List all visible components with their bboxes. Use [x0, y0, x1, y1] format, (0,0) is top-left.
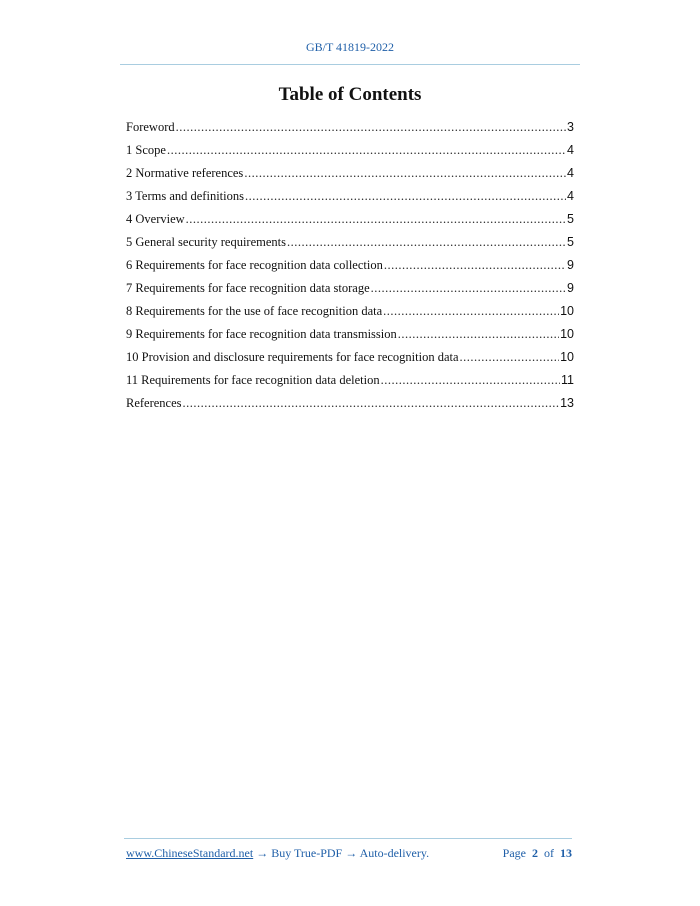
toc-entry[interactable] — [126, 254, 574, 277]
of-word: of — [544, 846, 554, 860]
toc-dot-leader — [167, 139, 566, 162]
toc-entry-page-number: 11 — [561, 373, 574, 387]
toc-entry-label: 8 Requirements for the use of face recognition data — [126, 304, 383, 318]
header-divider — [120, 64, 580, 65]
toc-entry-label: 6 Requirements for face recognition data collection — [126, 258, 383, 272]
toc-entry[interactable] — [126, 369, 574, 392]
toc-entry-label: 3 Terms and definitions — [126, 189, 244, 203]
page-indicator — [503, 846, 572, 861]
footer-promo — [126, 846, 429, 861]
document-header — [0, 40, 700, 55]
footer-tagline: → Buy True-PDF → Auto-delivery. — [253, 846, 430, 860]
toc-entry-label: 9 Requirements for face recognition data transmission — [126, 327, 397, 341]
toc-entry-page-number: 3 — [567, 120, 574, 134]
toc-entry[interactable] — [126, 162, 574, 185]
current-page-number: 2 — [532, 846, 538, 860]
toc-dot-leader — [371, 277, 566, 300]
toc-entry-page-number: 13 — [560, 396, 574, 410]
toc-entry-page-number: 5 — [567, 212, 574, 226]
toc-dot-leader — [245, 185, 566, 208]
toc-entry[interactable] — [126, 208, 574, 231]
toc-entry-page-number: 10 — [560, 350, 574, 364]
toc-entry-page-number: 9 — [567, 258, 574, 272]
toc-entry-label: 2 Normative references — [126, 166, 244, 180]
toc-entry-page-number: 4 — [567, 189, 574, 203]
toc-entry[interactable] — [126, 116, 574, 139]
total-pages-number: 13 — [560, 846, 572, 860]
toc-entry-page-number: 10 — [560, 304, 574, 318]
toc-dot-leader — [176, 116, 566, 139]
toc-dot-leader — [460, 346, 560, 369]
toc-list — [126, 116, 574, 415]
toc-dot-leader — [383, 300, 559, 323]
toc-entry-page-number: 9 — [567, 281, 574, 295]
toc-entry-page-number: 5 — [567, 235, 574, 249]
toc-entry[interactable] — [126, 300, 574, 323]
toc-entry[interactable] — [126, 323, 574, 346]
toc-dot-leader — [183, 392, 560, 415]
toc-entry[interactable] — [126, 139, 574, 162]
toc-entry-label: 10 Provision and disclosure requirements for face recognition data — [126, 350, 459, 364]
toc-entry-label: 1 Scope — [126, 143, 166, 157]
toc-dot-leader — [381, 369, 560, 392]
toc-entry[interactable] — [126, 231, 574, 254]
toc-entry-page-number: 10 — [560, 327, 574, 341]
toc-entry[interactable] — [126, 277, 574, 300]
toc-dot-leader — [384, 254, 566, 277]
toc-entry[interactable] — [126, 185, 574, 208]
toc-entry[interactable] — [126, 346, 574, 369]
toc-entry-label: Foreword — [126, 120, 175, 134]
toc-entry[interactable] — [126, 392, 574, 415]
toc-dot-leader — [398, 323, 559, 346]
toc-entry-label: References — [126, 396, 182, 410]
toc-title: Table of Contents — [278, 84, 422, 105]
toc-entry-label: 7 Requirements for face recognition data storage — [126, 281, 370, 295]
toc-entry-page-number: 4 — [567, 166, 574, 180]
toc-entry-label: 11 Requirements for face recognition data deletion — [126, 373, 380, 387]
chinesestandard-link[interactable]: www.ChineseStandard.net — [126, 846, 254, 860]
document-code: GB/T 41819-2022 — [305, 40, 395, 54]
toc-entry-label: 5 General security requirements — [126, 235, 287, 249]
toc-dot-leader — [287, 231, 566, 254]
document-footer — [126, 846, 572, 864]
toc-entry-label: 4 Overview — [126, 212, 185, 226]
toc-dot-leader — [244, 162, 566, 185]
toc-dot-leader — [186, 208, 566, 231]
footer-divider — [124, 838, 572, 839]
page-word: Page — [502, 846, 526, 860]
toc-entry-page-number: 4 — [567, 143, 574, 157]
